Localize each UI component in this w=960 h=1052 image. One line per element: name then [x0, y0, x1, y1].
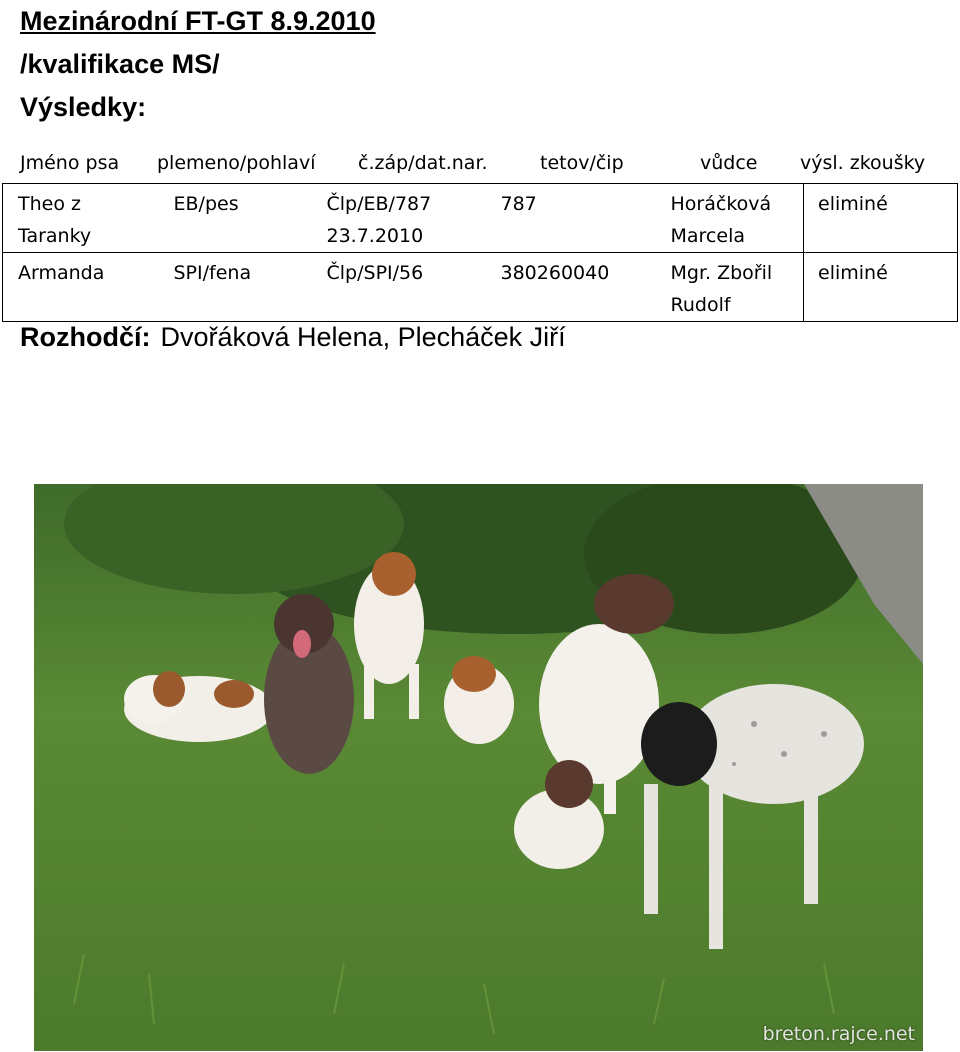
title-qualification: /kvalifikace MS/ — [20, 49, 220, 79]
cell-dog-name: Theo z Taranky — [3, 184, 159, 253]
cell-result: eliminé — [804, 184, 958, 253]
title-results: Výsledky: — [20, 92, 147, 122]
dogs-photo-illustration — [34, 484, 923, 1051]
column-header-name: Jméno psa — [20, 152, 120, 174]
cell-registration: Člp/EB/787 23.7.2010 — [312, 184, 486, 253]
cell-tattoo: 380260040 — [486, 253, 656, 322]
results-table — [2, 183, 958, 322]
judges-label: Rozhodčí: — [20, 322, 151, 352]
dogs-photo — [34, 484, 923, 1051]
judges-names: Dvořáková Helena, Plecháček Jiří — [160, 322, 566, 352]
cell-tattoo: 787 — [486, 184, 656, 253]
cell-dog-name: Armanda — [3, 253, 159, 322]
table-header — [0, 152, 960, 182]
cell-handler: Horáčková Marcela — [656, 184, 804, 253]
column-header-handler: vůdce — [700, 152, 758, 174]
judges-line — [20, 322, 566, 353]
cell-breed: EB/pes — [159, 184, 312, 253]
table-row — [3, 184, 958, 253]
column-header-result: výsl. zkoušky — [800, 152, 926, 174]
column-header-tattoo: tetov/čip — [540, 152, 624, 174]
cell-registration: Člp/SPI/56 — [312, 253, 486, 322]
photo-watermark: breton.rajce.net — [762, 1023, 915, 1045]
column-header-registration: č.záp/dat.nar. — [358, 152, 488, 174]
cell-result: eliminé — [804, 253, 958, 322]
column-header-breed: plemeno/pohlaví — [157, 152, 316, 174]
cell-handler: Mgr. Zbořil Rudolf — [656, 253, 804, 322]
document-title — [20, 0, 376, 129]
cell-breed: SPI/fena — [159, 253, 312, 322]
table-row — [3, 253, 958, 322]
title-event: Mezinárodní FT-GT 8.9.2010 — [20, 6, 376, 36]
